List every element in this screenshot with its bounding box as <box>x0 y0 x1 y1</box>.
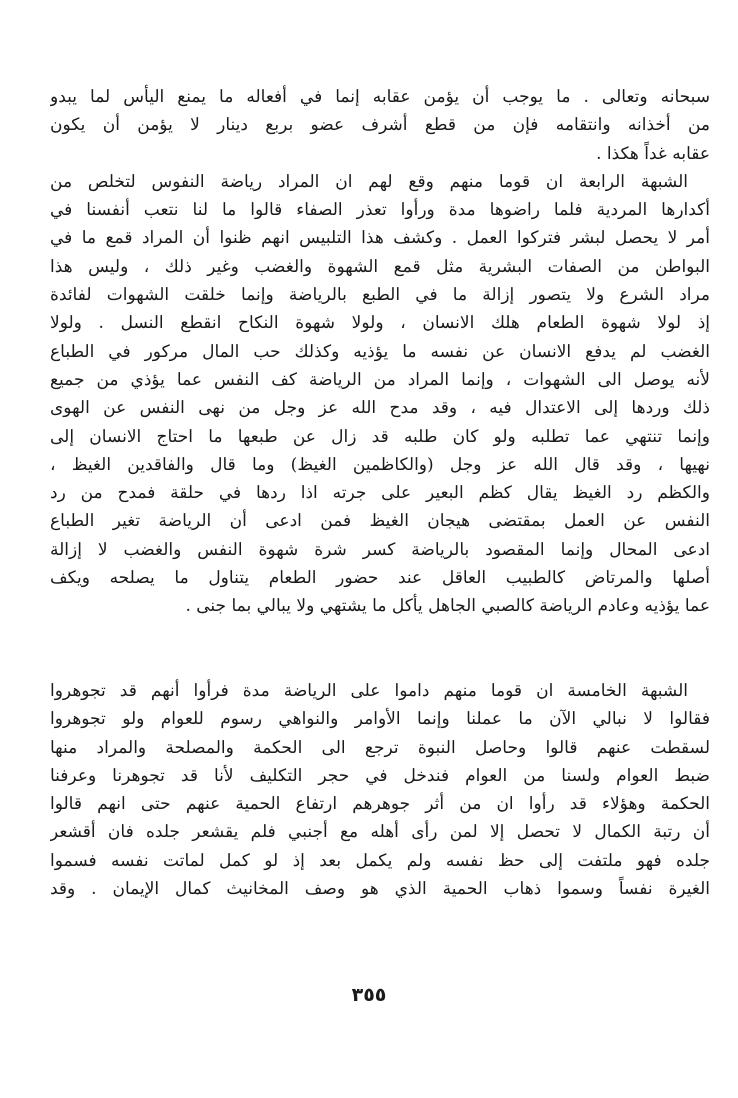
text-line: من أخذانه وانتقامه فإن من قطع أشرف عضو بربع دينار لا يؤمن أن يكون <box>50 115 710 136</box>
text-line: النفس عن العمل بمقتضى هيجان الغيظ فمن ادعى أن الرياضة تغير الطباع <box>50 511 710 532</box>
text-line: أمر لا يحصل لبشر فتركوا العمل . وكشف هذا التلبيس انهم ظنوا أن المراد قمع ما في <box>50 228 710 249</box>
text-line: الشبهة الخامسة ان قوما منهم داموا على الرياضة مدة فرأوا أنهم قد تجوهروا <box>50 681 688 701</box>
text-line: الغضب لم يدفع الانسان عن نفسه ما يؤذيه وكذلك حب المال مركور في الطباع <box>50 341 710 362</box>
text-line: لسقطت عنهم قالوا وحاصل النبوة ترجع الى الحكمة والمصلحة والمراد منها <box>50 737 710 758</box>
text-line: فقالوا لا نبالي الآن ما عملنا وإنما الأوامر والنواهي رسوم للعوام ولو تجوهروا <box>50 709 710 730</box>
text-line: لأنه يوصل الى الشهوات ، وإنما المراد من الرياضة كف النفس عما يؤذي من جميع <box>50 369 710 390</box>
text-line: الحكمة وهؤلاء قد رأوا ان من أثر جوهرهم ارتفاع الحمية عنهم حتى انهم قالوا <box>50 794 710 815</box>
paragraph-fifth-doubt <box>50 677 710 903</box>
text-line: ذلك وردها إلى الاعتدال فيه ، وقد مدح الله عز وجل من نهى النفس عن الهوى <box>50 398 710 419</box>
text-line: والكظم رد الغيظ يقال كظم البعير على جرته اذا ردها في حلقة فمدح من رد <box>50 483 710 504</box>
text-line: سبحانه وتعالى . ما يوجب أن يؤمن عقابه إنما في أفعاله ما يمنع اليأس لما يبدو <box>50 87 710 107</box>
text-line: أصلها والمرتاض كالطبيب العاقل عند حضور الطعام يتناول ما يصلحه ويكف <box>50 568 710 589</box>
text-line: إذ لولا شهوة الطعام هلك الانسان ، ولولا شهوة النكاح انقطع النسل . ولولا <box>50 313 710 334</box>
text-line: أكدارها المردية فلما راضوها مدة ورأوا تعذر الصفاء قالوا ما لنا نتعب أنفسنا في <box>50 200 710 221</box>
text-line: عما يؤذيه وعادم الرياضة كالصبي الجاهل يأكل ما يشتهي ولا يبالي بما جنى . <box>185 596 710 617</box>
text-line: الغيرة نفساً وسموا ذهاب الحمية الذي هو وصف المخانيث كمال الإيمان . وقد <box>50 879 710 900</box>
text-line: ضبط العوام ولسنا من العوام فندخل في حجر التكليف لأنا قد تجوهرنا وعرفنا <box>50 765 710 786</box>
paragraph-fourth-doubt <box>50 168 710 621</box>
text-line: ادعى المحال وإنما المقصود بالرياضة كسر شرة شهوة النفس والغضب لا إزالة <box>50 539 710 560</box>
text-line: نهيها ، وقد قال الله عز وجل (والكاظمين الغيظ) وما قال والفاقدين الغيظ ، <box>50 454 710 475</box>
text-line: جلده فهو ملتفت إلى حظ نفسه ولم يكمل بعد إذ لو كمل لماتت نفسه فسموا <box>50 850 710 871</box>
text-line: أن رتبة الكمال لا تحصل إلا لمن رأى أهله مع أجنبي فلم يقشعر جلده فان أقشعر <box>50 822 710 843</box>
text-line: البواطن من الصفات البشرية مثل قمع الشهوة والغضب وغير ذلك ، وليس هذا <box>50 256 710 277</box>
text-line: وإنما تنتهي عما تطلبه ولو كان طلبه قد زال عن طبعها ما احتاج الانسان إلى <box>50 426 710 447</box>
page-number: ٣٥٥ <box>351 984 387 1006</box>
text-block-lower <box>50 677 710 903</box>
text-line: مراد الشرع ولا يتصور إزالة ما في الطبع بالرياضة وإنما خلقت الشهوات لفائدة <box>50 285 710 306</box>
text-line: الشبهة الرابعة ان قوما منهم وقع لهم ان المراد رياضة النفوس لتخلص من <box>50 171 688 192</box>
paragraph-intro <box>50 83 710 168</box>
text-block-upper <box>50 83 710 621</box>
text-line: عقابه غداً هكذا . <box>596 143 710 164</box>
